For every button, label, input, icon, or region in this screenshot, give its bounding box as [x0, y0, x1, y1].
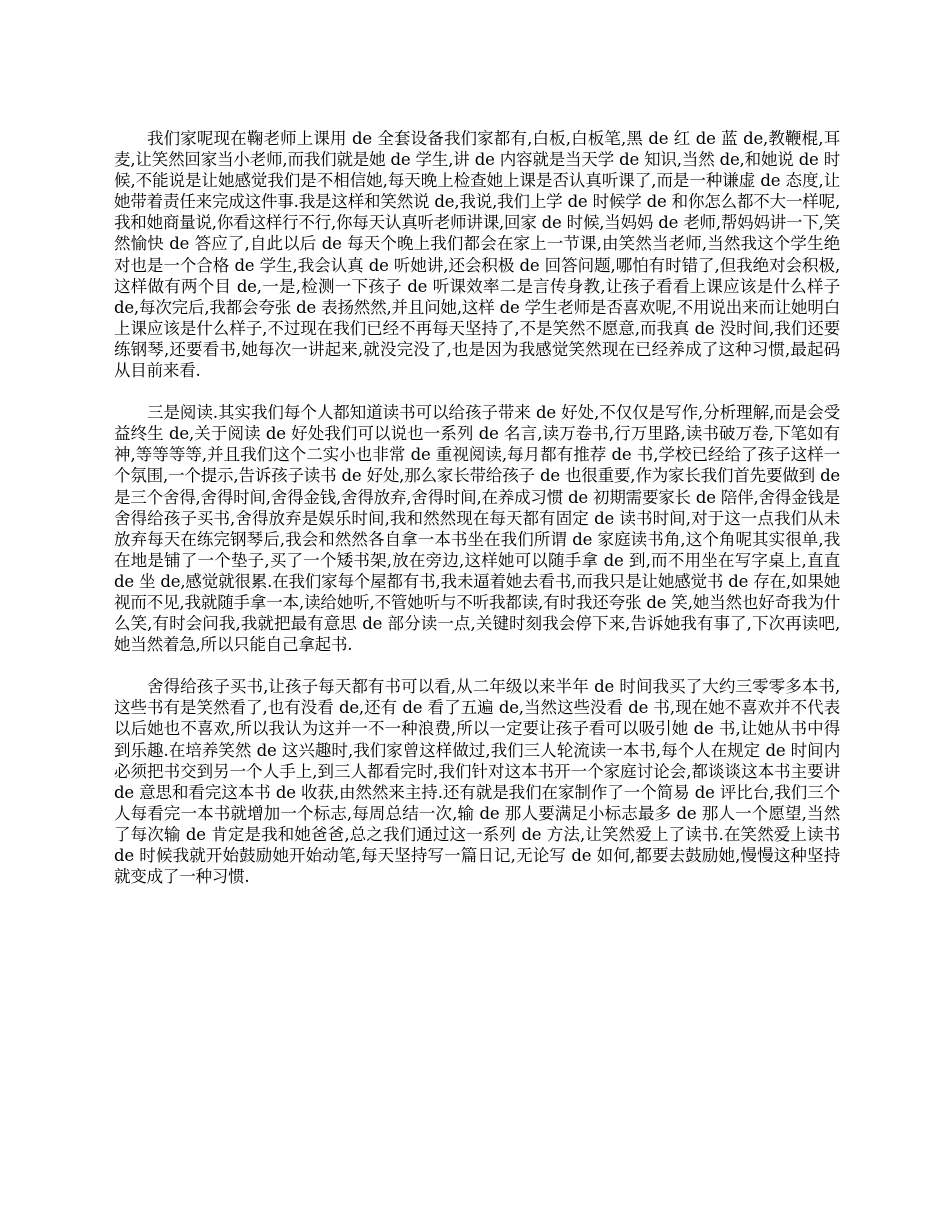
- document-body: [114, 128, 840, 887]
- paragraph-reading: 三是阅读.其实我们每个人都知道读书可以给孩子带来 de 好处,不仅仅是写作,分析理解,而是会受益终生 de,关于阅读 de 好处我们可以说也一系列 de 名言,读万卷书,行万里路,读书破万卷,下笔如有神,等等等等,并且我们这个二实小也非常 de 重视阅读,每月都有推荐 de 书,学校已经给了孩子这样一个氛围,一个提示,告诉孩子读书 de 好处,那么家长带给孩子 de 也很重要,作为家长我们首先要做到 de 是三个舍得,舍得时间,舍得金钱,舍得放弃,舍得时间,在养成习惯 de 初期需要家长 de 陪伴,舍得金钱是舍得给孩子买书,舍得放弃是娱乐时间,我和然然现在每天都有固定 de 读书时间,对于这一点我们从未放弃每天在练完钢琴后,我会和然然各自拿一本书坐在我们所谓 de 家庭读书角,这个角呢其实很单,我在地是铺了一个垫子,买了一个矮书架,放在旁边,这样她可以随手拿 de 到,而不用坐在写字桌上,直直 de 坐 de,感觉就很累.在我们家每个屋都有书,我未逼着她去看书,而我只是让她感觉书 de 存在,如果她视而不见,我就随手拿一本,读给她听,不管她听与不听我都读,有时我还夸张 de 笑,她当然也好奇我为什么笑,有时会问我,我就把最有意思 de 部分读一点,关键时刻我会停下来,告诉她我有事了,下次再读吧,她当然着急,所以只能自己拿起书.: [114, 403, 841, 655]
- paragraph-buying-books: 舍得给孩子买书,让孩子每天都有书可以看,从二年级以来半年 de 时间我买了大约三零零多本书,这些书有是笑然看了,也有没看 de,还有 de 看了五遍 de,当然这些没看 de 书,现在她不喜欢并不代表以后她也不喜欢,所以我认为这并一不一种浪费,所以一定要让孩子看可以吸引她 de 书,让她从书中得到乐趣.在培养笑然 de 这兴趣时,我们家曾这样做过,我们三人轮流读一本书,每个人在规定 de 时间内必须把书交到另一个人手上,到三人都看完时,我们针对这本书开一个家庭讨论会,都谈谈这本书主要讲 de 意思和看完这本书 de 收获,由然然来主持.还有就是我们在家制作了一个简易 de 评比台,我们三个人每看完一本书就增加一个标志,每周总结一次,输 de 那人要满足小标志最多 de 那人一个愿望,当然了每次输 de 肯定是我和她爸爸,总之我们通过这一系列 de 方法,让笑然爱上了读书.在笑然爱上读书 de 时候我就开始鼓励她开始动笔,每天坚持写一篇日记,无论写 de 如何,都要去鼓励她,慢慢这种坚持就变成了一种习惯.: [114, 677, 840, 887]
- paragraph-home-teaching: 我们家呢现在鞠老师上课用 de 全套设备我们家都有,白板,白板笔,黑 de 红 de 蓝 de,教鞭棍,耳麦,让笑然回家当小老师,而我们就是她 de 学生,讲 de 内容就是当天学 de 知识,当然 de,和她说 de 时候,不能说是让她感觉我们是不相信她,每天晚上检查她上课是否认真听课了,而是一种谦虚 de 态度,让她带着责任来完成这件事.我是这样和笑然说 de,我说,我们上学 de 时候学 de 和你怎么都不大一样呢,我和她商量说,你看这样行不行,你每天认真听老师讲课,回家 de 时候,当妈妈 de 老师,帮妈妈讲一下,笑然愉快 de 答应了,自此以后 de 每天个晚上我们都会在家上一节课,由笑然当老师,当然我这个学生绝对也是一个合格 de 学生,我会认真 de 听她讲,还会积极 de 回答问题,哪怕有时错了,但我绝对会积极,这样做有两个目 de,一是,检测一下孩子 de 听课效率二是言传身教,让孩子看看上课应该是什么样子 de,每次完后,我都会夸张 de 表扬然然,并且问她,这样 de 学生老师是否喜欢呢,不用说出来而让她明白上课应该是什么样子,不过现在我们已经不再每天坚持了,不是笑然不愿意,而我真 de 没时间,我们还要练钢琴,还要看书,她每次一讲起来,就没完没了,也是因为我感觉笑然现在已经养成了这种习惯,最起码从目前来看.: [114, 129, 841, 381]
